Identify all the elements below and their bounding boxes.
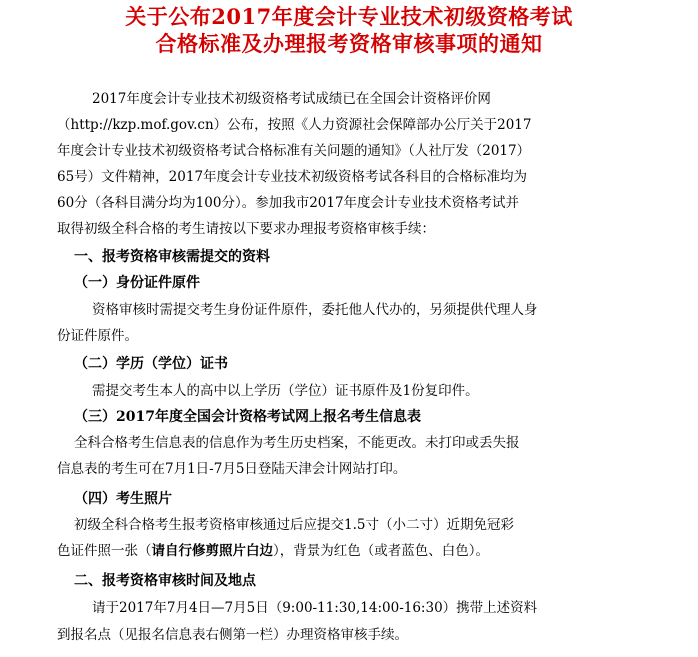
body-line: 全科合格考生信息表的信息作为考生历史档案，不能更改。未打印或丢失报: [74, 435, 520, 451]
subsection-heading: （一）身份证件原件: [74, 275, 200, 291]
text-run: ），背景为红色（或者蓝色、白色）。: [273, 543, 489, 559]
body-line: 信息表的考生可在7月1日-7月5日登陆天津会计网站打印。: [57, 461, 407, 477]
body-line: 初级全科合格考生报考资格审核通过后应提交1.5寸（小二寸）近期免冠彩: [74, 517, 514, 533]
document-title-line-1: 关于公布2017年度会计专业技术初级资格考试: [125, 4, 573, 29]
body-line: 到报名点（见报名信息表右侧第一栏）办理资格审核手续。: [57, 627, 408, 643]
subsection-heading: （四）考生照片: [74, 491, 172, 507]
intro-line: （http://kzp.mof.gov.cn）公布，按照《人力资源社会保障部办公厅关于2017: [57, 117, 532, 133]
body-line: 请于2017年7月4日—7月5日（9:00-11:30,14:00-16:30）携带上述资料: [92, 600, 538, 616]
intro-line: 年度会计专业技术初级资格考试合格标准有关问题的通知》（人社厅发（2017）: [57, 143, 531, 159]
intro-line: 65号）文件精神，2017年度会计专业技术初级资格考试各科目的合格标准均为: [57, 169, 528, 185]
body-line: 需提交考生本人的高中以上学历（学位）证书原件及1份复印件。: [92, 383, 479, 399]
document-title-line-2: 合格标准及办理报考资格审核事项的通知: [155, 31, 543, 56]
body-line: 份证件原件。: [57, 328, 138, 344]
section-heading: 一、报考资格审核需提交的资料: [74, 249, 270, 265]
bold-text-run: 请自行修剪照片白边: [151, 543, 273, 559]
body-line: 资格审核时需提交考生身份证件原件，委托他人代办的，另须提供代理人身: [92, 302, 538, 318]
intro-line: 60分（各科目满分均为100分）。参加我市2017年度会计专业技术资格考试并: [57, 195, 520, 211]
intro-line: 2017年度会计专业技术初级资格考试成绩已在全国会计资格评价网: [92, 91, 491, 107]
subsection-heading: （二）学历（学位）证书: [74, 356, 228, 372]
body-line: [57, 541, 489, 561]
text-run: 色证件照一张（: [57, 543, 152, 559]
section-heading: 二、报考资格审核时间及地点: [74, 573, 256, 589]
intro-line: 取得初级全科合格的考生请按以下要求办理报考资格审核手续：: [57, 221, 435, 237]
subsection-heading: （三）2017年度全国会计资格考试网上报名考生信息表: [74, 409, 421, 425]
